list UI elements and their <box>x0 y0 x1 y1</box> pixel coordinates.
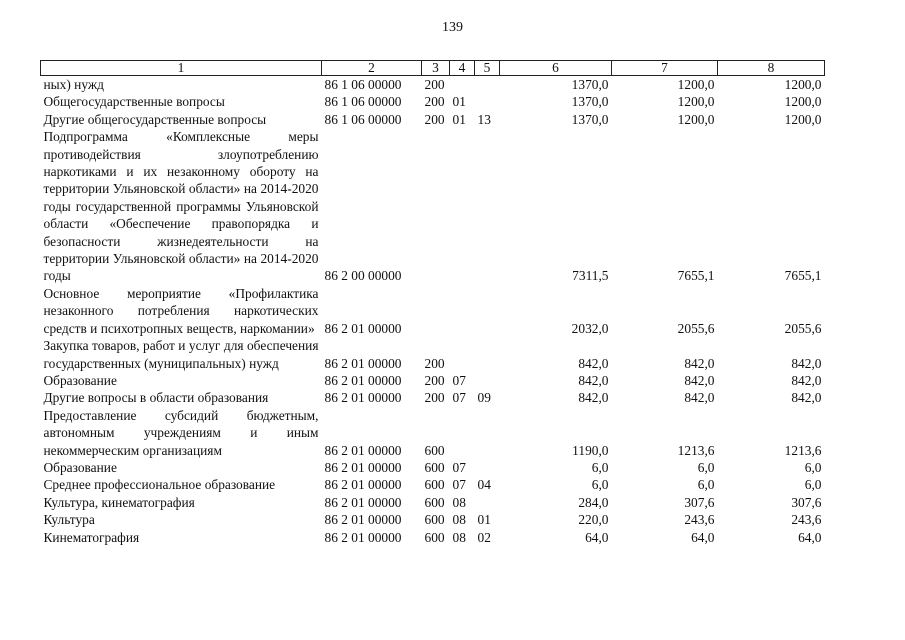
row-col-3 <box>422 285 450 337</box>
table-row <box>41 511 825 528</box>
row-value-8: 1213,6 <box>784 442 822 458</box>
budget-table <box>40 60 825 546</box>
row-col-3: 600 <box>424 529 445 545</box>
row-col-5 <box>475 459 500 476</box>
table-row <box>41 93 825 110</box>
row-value-8: 1200,0 <box>784 77 822 92</box>
row-col-3: 600 <box>424 442 445 458</box>
row-col-4: 07 <box>452 477 466 493</box>
row-value-7: 842,0 <box>684 372 715 388</box>
row-col-3: 200 <box>424 355 445 371</box>
table-row <box>41 337 825 372</box>
row-value-8: 842,0 <box>791 355 822 371</box>
row-col-5: 13 <box>477 111 491 127</box>
row-col-5: 02 <box>477 529 491 545</box>
row-code: 86 2 01 00000 <box>324 529 402 545</box>
row-value-6: 842,0 <box>578 390 609 406</box>
row-code: 86 2 01 00000 <box>324 512 402 528</box>
row-col-5 <box>475 128 500 285</box>
row-name: Культура, кинематография <box>43 494 195 510</box>
row-code: 86 2 01 00000 <box>324 320 402 336</box>
row-code: 86 2 01 00000 <box>324 372 402 388</box>
row-value-8: 1200,0 <box>784 111 822 127</box>
row-code: 86 1 06 00000 <box>324 94 402 110</box>
row-value-6: 1370,0 <box>571 94 609 110</box>
row-name: Культура <box>43 512 95 528</box>
row-name: ных) нужд <box>43 77 104 92</box>
row-value-8: 2055,6 <box>784 320 822 336</box>
row-name: Закупка товаров, работ и услуг для обеспечения государственных (муниципальных) нужд <box>43 338 319 371</box>
row-value-6: 7311,5 <box>572 268 609 284</box>
row-value-6: 6,0 <box>591 477 609 493</box>
row-code: 86 2 01 00000 <box>324 494 402 510</box>
table-row <box>41 459 825 476</box>
page-number: 139 <box>442 20 463 35</box>
row-col-5 <box>475 494 500 511</box>
row-col-4: 07 <box>452 459 466 475</box>
row-col-3: 200 <box>424 94 445 110</box>
row-col-3: 600 <box>424 477 445 493</box>
row-name: Подпрограмма «Комплексные меры противодействия злоупотреблению наркотиками и их незаконному обороту на территории Ульяновской области» на 2014-2020 годы государственной программы Ульяновской области «Обеспечение правопорядка и безопасности жизнедеятельности на территории Ульяновской области» на 2014-2020 годы <box>43 129 319 284</box>
header-col-3: 3 <box>422 61 450 76</box>
row-col-3: 600 <box>424 494 445 510</box>
row-col-4 <box>450 128 475 285</box>
row-col-3: 600 <box>424 512 445 528</box>
table-row <box>41 389 825 406</box>
row-code: 86 2 01 00000 <box>324 459 402 475</box>
row-code: 86 2 00 00000 <box>324 268 402 284</box>
row-code: 86 1 06 00000 <box>324 111 402 127</box>
row-col-5 <box>475 285 500 337</box>
row-value-7: 2055,6 <box>677 320 715 336</box>
header-col-6: 6 <box>500 61 612 76</box>
row-value-6: 842,0 <box>578 372 609 388</box>
row-value-8: 6,0 <box>804 459 822 475</box>
header-col-5: 5 <box>475 61 500 76</box>
row-value-7: 307,6 <box>684 494 715 510</box>
table-row <box>41 529 825 546</box>
row-col-5 <box>475 93 500 110</box>
row-name: Кинематография <box>43 529 140 545</box>
row-name: Другие вопросы в области образования <box>43 390 269 406</box>
row-code: 86 2 01 00000 <box>324 442 402 458</box>
row-value-8: 842,0 <box>791 372 822 388</box>
row-col-5: 09 <box>477 390 491 406</box>
row-name: Основное мероприятие «Профилактика незаконного потребления наркотических средств и психотропных веществ, наркомании» <box>43 285 319 336</box>
row-value-6: 2032,0 <box>571 320 609 336</box>
row-value-8: 6,0 <box>804 477 822 493</box>
table-row <box>41 76 825 94</box>
row-col-3: 200 <box>424 372 445 388</box>
row-col-4: 08 <box>452 512 466 528</box>
row-name: Общегосударственные вопросы <box>43 94 225 110</box>
row-name: Образование <box>43 459 117 475</box>
table-row <box>41 372 825 389</box>
header-col-2: 2 <box>322 61 422 76</box>
row-col-3: 600 <box>424 459 445 475</box>
row-value-7: 64,0 <box>691 529 715 545</box>
row-name: Среднее профессиональное образование <box>43 477 276 493</box>
row-value-8: 243,6 <box>791 512 822 528</box>
row-col-4: 01 <box>452 94 466 110</box>
row-col-5 <box>475 337 500 372</box>
row-value-7: 6,0 <box>697 459 715 475</box>
row-value-6: 64,0 <box>585 529 609 545</box>
table-row <box>41 494 825 511</box>
row-value-8: 307,6 <box>791 494 822 510</box>
row-value-6: 220,0 <box>578 512 609 528</box>
row-col-4: 08 <box>452 529 466 545</box>
row-col-4: 08 <box>452 494 466 510</box>
header-row <box>41 61 825 76</box>
row-code: 86 2 01 00000 <box>324 477 402 493</box>
row-col-5: 04 <box>477 477 491 493</box>
row-col-5: 01 <box>477 512 491 528</box>
row-col-3: 200 <box>424 77 445 92</box>
row-value-6: 1370,0 <box>571 111 609 127</box>
row-name: Образование <box>43 372 117 388</box>
row-col-4: 01 <box>452 111 466 127</box>
row-col-5 <box>475 76 500 94</box>
row-col-4 <box>450 337 475 372</box>
row-value-6: 1370,0 <box>571 77 609 92</box>
table-row <box>41 111 825 128</box>
row-value-7: 1200,0 <box>677 111 715 127</box>
row-value-7: 842,0 <box>684 390 715 406</box>
row-value-7: 1200,0 <box>677 77 715 92</box>
row-value-6: 284,0 <box>578 494 609 510</box>
table-row <box>41 128 825 285</box>
row-value-7: 1200,0 <box>677 94 715 110</box>
row-value-7: 1213,6 <box>677 442 715 458</box>
row-col-5 <box>475 407 500 459</box>
row-value-7: 243,6 <box>684 512 715 528</box>
row-col-4 <box>450 76 475 94</box>
table-row <box>41 476 825 493</box>
row-col-3: 200 <box>424 111 445 127</box>
header-col-4: 4 <box>450 61 475 76</box>
table-row <box>41 285 825 337</box>
row-name: Предоставление субсидий бюджетным, автономным учреждениям и иным некоммерческим организациям <box>43 407 319 458</box>
row-col-3: 200 <box>424 390 445 406</box>
header-col-1: 1 <box>41 61 322 76</box>
row-value-6: 842,0 <box>578 355 609 371</box>
row-col-4 <box>450 285 475 337</box>
row-col-5 <box>475 372 500 389</box>
row-col-4: 07 <box>452 372 466 388</box>
row-value-6: 1190,0 <box>572 442 609 458</box>
row-value-8: 842,0 <box>791 390 822 406</box>
header-col-8: 8 <box>718 61 825 76</box>
table-row <box>41 407 825 459</box>
row-value-7: 842,0 <box>684 355 715 371</box>
row-col-4 <box>450 407 475 459</box>
row-value-7: 7655,1 <box>677 268 715 284</box>
row-code: 86 2 01 00000 <box>324 390 402 406</box>
header-col-7: 7 <box>612 61 718 76</box>
row-value-8: 7655,1 <box>784 268 822 284</box>
row-code: 86 1 06 00000 <box>324 77 402 92</box>
row-value-8: 64,0 <box>798 529 822 545</box>
row-value-8: 1200,0 <box>784 94 822 110</box>
row-code: 86 2 01 00000 <box>324 355 402 371</box>
row-name: Другие общегосударственные вопросы <box>43 111 267 127</box>
row-col-3 <box>422 128 450 285</box>
row-value-6: 6,0 <box>591 459 609 475</box>
row-value-7: 6,0 <box>697 477 715 493</box>
row-col-4: 07 <box>452 390 466 406</box>
